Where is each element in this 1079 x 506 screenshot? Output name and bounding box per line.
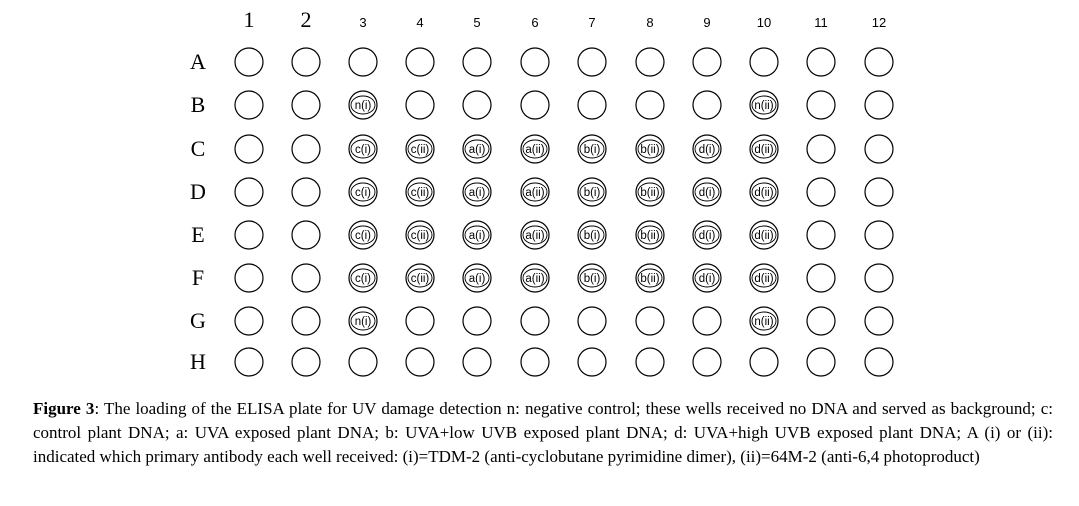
well-circle [292, 48, 320, 76]
well-circle [865, 264, 893, 292]
well-circle [636, 91, 664, 119]
well-H1 [235, 348, 263, 376]
well-label: d(i) [698, 144, 716, 156]
figure-label: Figure 3 [33, 399, 95, 418]
well-label: b(ii) [640, 273, 660, 285]
well-E2 [292, 221, 320, 249]
column-label-12: 12 [871, 15, 887, 30]
well-circle [292, 135, 320, 163]
well-label: n(i) [354, 100, 372, 112]
well-label: d(ii) [754, 273, 774, 285]
well-G8 [636, 307, 664, 335]
well-E8 [636, 221, 664, 249]
well-H7 [578, 348, 606, 376]
well-C3 [349, 135, 377, 163]
well-circle [349, 348, 377, 376]
well-D11 [807, 178, 835, 206]
well-G2 [292, 307, 320, 335]
well-B10 [750, 91, 778, 119]
well-E9 [693, 221, 721, 249]
well-circle [235, 178, 263, 206]
well-H11 [807, 348, 835, 376]
well-A12 [865, 48, 893, 76]
column-label-8: 8 [646, 15, 654, 30]
well-G5 [463, 307, 491, 335]
well-circle [521, 307, 549, 335]
well-circle [693, 307, 721, 335]
well-circle [865, 178, 893, 206]
row-label-E: E [191, 222, 205, 247]
well-G3 [349, 307, 377, 335]
well-label: d(ii) [754, 230, 774, 242]
well-C8 [636, 135, 664, 163]
row-label-C: C [190, 136, 206, 161]
well-circle [865, 348, 893, 376]
well-label: d(i) [698, 273, 716, 285]
well-circle [521, 48, 549, 76]
well-circle [693, 91, 721, 119]
well-D8 [636, 178, 664, 206]
well-E3 [349, 221, 377, 249]
well-A1 [235, 48, 263, 76]
well-circle [578, 91, 606, 119]
column-label-1: 1 [243, 7, 255, 32]
well-A3 [349, 48, 377, 76]
well-circle [750, 48, 778, 76]
well-circle [406, 48, 434, 76]
well-F9 [693, 264, 721, 292]
well-B4 [406, 91, 434, 119]
well-B11 [807, 91, 835, 119]
well-label: d(i) [698, 230, 716, 242]
well-circle [235, 348, 263, 376]
well-label: b(i) [583, 273, 601, 285]
well-C10 [750, 135, 778, 163]
well-label: n(ii) [754, 100, 774, 112]
well-label: c(i) [355, 273, 371, 285]
well-label: d(ii) [754, 187, 774, 199]
well-circle [235, 91, 263, 119]
well-E4 [406, 221, 434, 249]
well-circle [463, 307, 491, 335]
well-H12 [865, 348, 893, 376]
well-label: a(ii) [525, 273, 545, 285]
well-label: a(ii) [525, 187, 545, 199]
well-circle [235, 221, 263, 249]
column-label-3: 3 [359, 15, 367, 30]
well-circle [807, 48, 835, 76]
well-circle [292, 178, 320, 206]
well-D10 [750, 178, 778, 206]
well-circle [463, 348, 491, 376]
well-B12 [865, 91, 893, 119]
column-label-7: 7 [588, 15, 596, 30]
well-B7 [578, 91, 606, 119]
well-F5 [463, 264, 491, 292]
well-circle [807, 348, 835, 376]
well-A11 [807, 48, 835, 76]
well-F6 [521, 264, 549, 292]
well-A4 [406, 48, 434, 76]
column-label-11: 11 [814, 15, 828, 30]
well-label: c(ii) [410, 187, 430, 199]
well-B8 [636, 91, 664, 119]
well-F4 [406, 264, 434, 292]
well-F11 [807, 264, 835, 292]
well-G9 [693, 307, 721, 335]
well-circle [406, 348, 434, 376]
well-circle [750, 348, 778, 376]
well-label: c(i) [355, 144, 371, 156]
well-A9 [693, 48, 721, 76]
well-C11 [807, 135, 835, 163]
well-A7 [578, 48, 606, 76]
well-F8 [636, 264, 664, 292]
well-circle [636, 48, 664, 76]
well-C5 [463, 135, 491, 163]
well-label: c(ii) [410, 273, 430, 285]
well-E12 [865, 221, 893, 249]
well-label: b(ii) [640, 144, 660, 156]
well-F7 [578, 264, 606, 292]
well-label: c(ii) [410, 144, 430, 156]
well-circle [807, 221, 835, 249]
well-label: b(ii) [640, 230, 660, 242]
well-D12 [865, 178, 893, 206]
well-circle [807, 264, 835, 292]
column-label-5: 5 [473, 15, 481, 30]
well-circle [865, 307, 893, 335]
well-G10 [750, 307, 778, 335]
column-label-4: 4 [416, 15, 424, 30]
well-G4 [406, 307, 434, 335]
well-circle [292, 264, 320, 292]
well-H6 [521, 348, 549, 376]
well-B2 [292, 91, 320, 119]
well-circle [693, 48, 721, 76]
well-circle [521, 348, 549, 376]
well-F3 [349, 264, 377, 292]
well-D5 [463, 178, 491, 206]
well-circle [292, 221, 320, 249]
well-A10 [750, 48, 778, 76]
well-circle [292, 91, 320, 119]
well-label: a(i) [468, 273, 486, 285]
well-G7 [578, 307, 606, 335]
well-A5 [463, 48, 491, 76]
well-A8 [636, 48, 664, 76]
well-circle [406, 307, 434, 335]
well-circle [865, 135, 893, 163]
row-label-D: D [190, 179, 206, 204]
row-label-F: F [191, 265, 205, 290]
well-E10 [750, 221, 778, 249]
well-circle [292, 348, 320, 376]
well-H8 [636, 348, 664, 376]
well-H4 [406, 348, 434, 376]
well-A6 [521, 48, 549, 76]
well-label: a(ii) [525, 230, 545, 242]
well-label: a(ii) [525, 144, 545, 156]
well-E7 [578, 221, 606, 249]
well-H3 [349, 348, 377, 376]
well-C2 [292, 135, 320, 163]
well-B5 [463, 91, 491, 119]
well-label: b(ii) [640, 187, 660, 199]
well-circle [865, 221, 893, 249]
row-label-G: G [190, 308, 206, 333]
well-D6 [521, 178, 549, 206]
well-E6 [521, 221, 549, 249]
well-D2 [292, 178, 320, 206]
well-label: a(i) [468, 230, 486, 242]
well-B3 [349, 91, 377, 119]
well-circle [636, 307, 664, 335]
well-H5 [463, 348, 491, 376]
well-circle [807, 91, 835, 119]
well-F2 [292, 264, 320, 292]
well-circle [292, 307, 320, 335]
well-B6 [521, 91, 549, 119]
well-circle [521, 91, 549, 119]
well-C4 [406, 135, 434, 163]
well-circle [235, 48, 263, 76]
well-E5 [463, 221, 491, 249]
well-circle [807, 307, 835, 335]
well-H9 [693, 348, 721, 376]
well-F12 [865, 264, 893, 292]
row-label-B: B [190, 92, 206, 117]
figure-caption [33, 397, 1053, 469]
row-label-H: H [190, 349, 206, 374]
well-D9 [693, 178, 721, 206]
well-circle [235, 135, 263, 163]
well-circle [463, 48, 491, 76]
well-G1 [235, 307, 263, 335]
well-D7 [578, 178, 606, 206]
row-label-A: A [190, 49, 206, 74]
well-C12 [865, 135, 893, 163]
well-C9 [693, 135, 721, 163]
well-G12 [865, 307, 893, 335]
well-label: b(i) [583, 144, 601, 156]
well-A2 [292, 48, 320, 76]
column-label-10: 10 [756, 15, 772, 30]
well-label: b(i) [583, 230, 601, 242]
well-label: n(ii) [754, 316, 774, 328]
well-E1 [235, 221, 263, 249]
column-label-6: 6 [531, 15, 539, 30]
well-C6 [521, 135, 549, 163]
well-D3 [349, 178, 377, 206]
well-H2 [292, 348, 320, 376]
well-circle [636, 348, 664, 376]
column-label-2: 2 [300, 7, 312, 32]
well-C1 [235, 135, 263, 163]
well-D1 [235, 178, 263, 206]
well-circle [578, 348, 606, 376]
well-G11 [807, 307, 835, 335]
well-circle [865, 48, 893, 76]
well-circle [807, 135, 835, 163]
well-circle [807, 178, 835, 206]
well-label: n(i) [354, 316, 372, 328]
well-label: a(i) [468, 187, 486, 199]
figure-caption-text: : The loading of the ELISA plate for UV damage detection n: negative control; these wells received no DNA and served as background; c: control plant DNA; a: UVA exposed plant DNA; b: UVA+low UVB exposed plant DNA; d: UVA+high UVB exposed plant DNA; A (i) or (ii): indicated which primary antibody each well received: (i)=TDM-2 (anti-cyclobutane pyrimidine dimer), (ii)=64M-2 (anti-6,4 photoproduct) [33, 399, 1053, 466]
well-F10 [750, 264, 778, 292]
well-B9 [693, 91, 721, 119]
well-G6 [521, 307, 549, 335]
well-label: d(ii) [754, 144, 774, 156]
well-B1 [235, 91, 263, 119]
well-circle [693, 348, 721, 376]
well-E11 [807, 221, 835, 249]
well-label: d(i) [698, 187, 716, 199]
well-label: c(ii) [410, 230, 430, 242]
well-label: a(i) [468, 144, 486, 156]
column-label-9: 9 [703, 15, 711, 30]
well-F1 [235, 264, 263, 292]
well-label: c(i) [355, 230, 371, 242]
well-circle [578, 307, 606, 335]
well-circle [578, 48, 606, 76]
well-circle [235, 264, 263, 292]
well-circle [235, 307, 263, 335]
well-H10 [750, 348, 778, 376]
well-circle [349, 48, 377, 76]
well-label: b(i) [583, 187, 601, 199]
well-label: c(i) [355, 187, 371, 199]
well-D4 [406, 178, 434, 206]
well-circle [865, 91, 893, 119]
well-circle [463, 91, 491, 119]
well-C7 [578, 135, 606, 163]
well-circle [406, 91, 434, 119]
